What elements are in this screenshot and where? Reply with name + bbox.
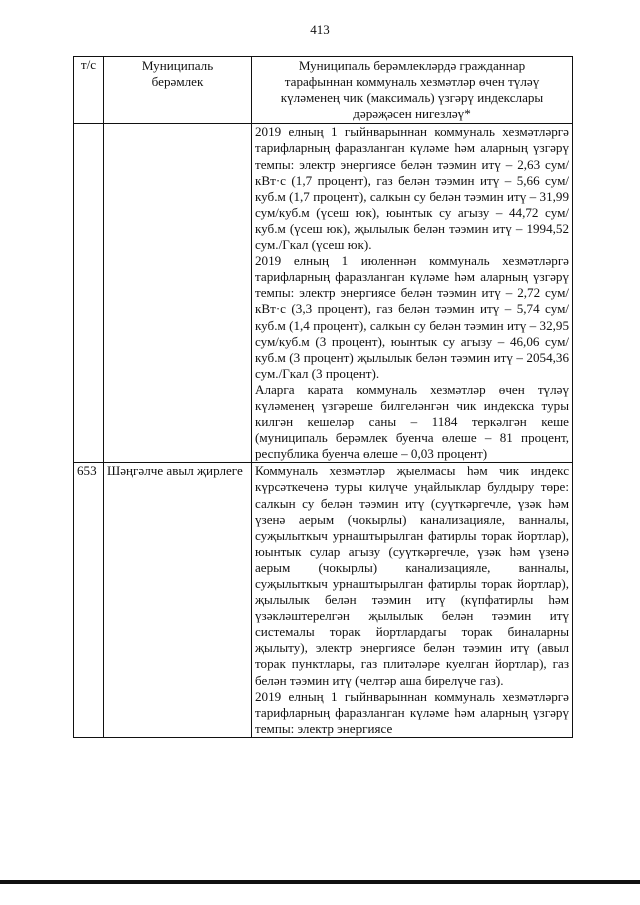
scan-bottom-edge [0,880,640,884]
paragraph: Коммуналь хезмәтләр җыелмасы һәм чик индекс күрсәткеченә туры килүче уңайлыклар булдыру төре: салкын су белән тәэмин итү (суүткәргечле, үзәк һәм үзенә аерым (чокырлы) канализацияле, ванналы, суҗылыткыч урнаштырылган фатирлы торак йортлар), юынтык сулар агызу (суүткәргечле, үзәк һәм үзенә аерым (чокырлы) канализацияле, ванналы, суҗылыткыч урнаштырылган фатирлы торак йортлар), җылылык белән тәэмин итү (күпфатирлы һәм үзәкләштерелгән җылылык белән тәэмин итү системалы торак йортлардагы торак биналарны җылыту), электр энергиясе белән тәэмин итү (авыл торак пунктлары, газ плитәләре куелган йортлар), газ белән тәэмин итү (чeлтәр аша бирелүче газ). [255,463,569,688]
paragraph: Аларга карата коммуналь хезмәтләр өчен түләү күләменең үзгәреше билгеләнгән чик индекска туры килгән кешеләр саны – 1184 теркәлгән кеше (муниципаль берәмлек буенча өлеше – 81 процент, республика буенча өлеше – 0,03 процент) [255,381,569,462]
table-row [74,124,573,463]
header-justification: Муниципаль берәмлекләрдә гражданнар тарафыннан коммуналь хезмәтләр өчен түләү күләменең чик (максималь) үзгәрү индекслары дәрәҗәсен нигезләү* [252,57,573,124]
table-row [74,463,573,738]
row-number: 653 [74,463,104,738]
row-municipality: Шәңгәлче авыл җирлеге [104,463,252,738]
paragraph: 2019 елның 1 гыйнварыннан коммуналь хезмәтләргә тарифларның фаразланган күләме һәм аларның үзгәрү темпы: электр энергиясе белән тәэмин итү – 2,63 сум/кВт·с (1,7 процент), газ белән тәэмин итү – 5,66 сум/куб.м (1,7 процент), салкын су белән тәэмин итү – 31,99 сум/куб.м (үсеш юк), юынтык су агызу – 44,72 сум/куб.м (үсеш юк), җылылык белән тәэмин итү – 1994,52 сум./Гкал (үсеш юк). [255,124,569,253]
row-justification [252,124,573,463]
paragraph: 2019 елның 1 гыйнварыннан коммуналь хезмәтләргә тарифларның фаразланган күләме һәм аларның үзгәрү темпы: электр энергиясе [255,688,569,736]
index-table [73,56,573,738]
row-number [74,124,104,463]
row-municipality [104,124,252,463]
row-justification [252,463,573,738]
table-header [74,57,573,124]
header-municipality: Муниципаль берәмлек [104,57,252,124]
header-number: т/с [74,57,104,124]
paragraph: 2019 елның 1 июленнән коммуналь хезмәтләргә тарифларның фаразланган күләме һәм аларның үзгәрү темпы: электр энергиясе белән тәэмин итү – 2,72 сум/кВт·с (3,3 процент), газ белән тәэмин итү – 5,74 сум/куб.м (1,4 процент), салкын су белән тәэмин итү – 32,95 сум/куб.м (3 процент), юынтык су агызу – 46,06 сум/куб.м (3 процент) җылылык белән тәэмин итү – 2054,36 сум./Гкал (3 процент). [255,253,569,381]
page-number: 413 [310,22,330,37]
